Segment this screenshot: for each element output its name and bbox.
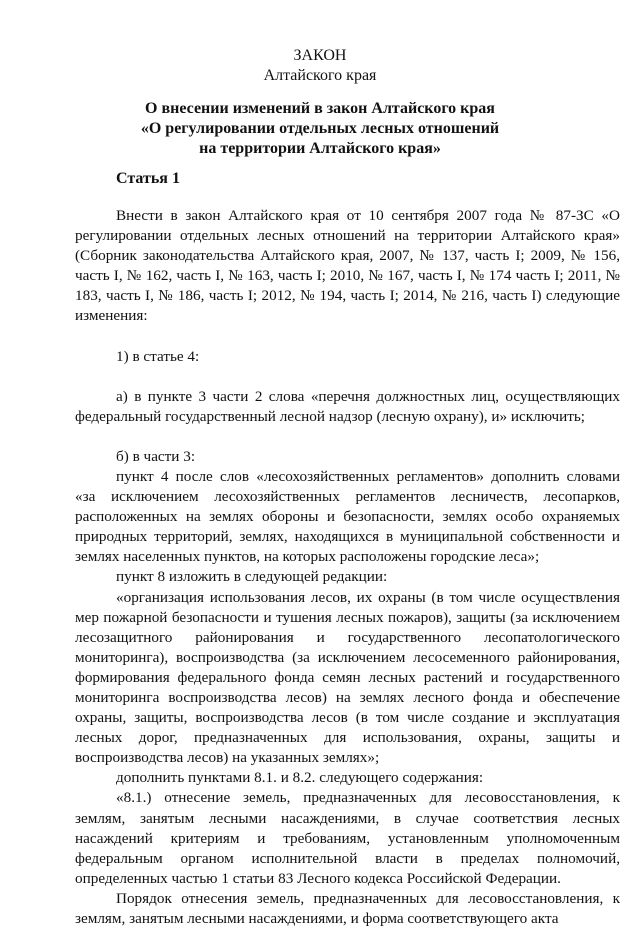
paragraph-item-b: б) в части 3: [116, 447, 196, 465]
law-title: ЗАКОН [293, 47, 347, 64]
paragraph-item-a: а) в пункте 3 части 2 слова «перечня должностных лиц, осуществляющих федеральный государственный лесной надзор (лесную охрану), и» исключить; [75, 387, 620, 425]
paragraph-point-8-1: «8.1.) отнесение земель, предназначенных для лесовосстановления, к землям, занятым лесными насаждениями, в случае соответствия лесных насаждений критериям и требованиям, установленным уполномоченным федеральным органом исполнительной власти в пределах полномочий, определенных частью 1 статьи 83 Лесного кодекса Российской Федерации. [75, 789, 620, 887]
paragraph-point-4: пункт 4 после слов «лесохозяйственных регламентов» дополнить словами «за исключением лесохозяйственных регламентов лесничеств, лесопарков, расположенных на землях обороны и безопасности, землях особо охраняемых природных территорий, землях, находящихся в муниципальной собственности и землях населенных пунктов, на которых расположены городские леса»; [75, 467, 620, 566]
paragraph-point-8-intro: пункт 8 изложить в следующей редакции: [116, 568, 388, 586]
paragraph-intro: Внести в закон Алтайского края от 10 сентября 2007 года № 87-ЗС «О регулировании отдельных лесных отношений на территории Алтайского края» (Сборник законодательства Алтайского края, 2007, № 137, часть I; 2009, № 156, часть I, № 162, часть I, № 163, часть I; 2010, № 167, часть I, № 174 часть I; 2011, № 183, часть I, № 186, часть I; 2012, № 194, часть I; 2014, № 216, часть I) следующие изменения: [75, 207, 620, 325]
paragraph-point-8-text: «организация использования лесов, их охраны (в том числе осуществления мер пожарной безопасности и тушения лесных пожаров), защиты (за исключением лесозащитного районирования и государственного лесопатологического мониторинга), воспроизводства (за исключением лесосеменного районирования, формирования федерального фонда семян лесных растений и государственного мониторинга воспроизводства лесов) на землях лесного фонда и обеспечение охраны, защиты, воспроизводства лесов (в том числе создание и эксплуатация лесных дорог, предназначенных для использования, охраны, защиты и воспроизводства лесов) на указанных землях»; [75, 588, 620, 767]
article-heading: Статья 1 [116, 170, 180, 187]
law-subject-line-1: О внесении изменений в закон Алтайского края [145, 100, 495, 117]
article-body [75, 206, 620, 929]
paragraph-item-1: 1) в статье 4: [116, 347, 200, 365]
paragraph-points-add-intro: дополнить пунктами 8.1. и 8.2. следующего содержания: [116, 769, 484, 787]
law-region: Алтайского края [263, 67, 377, 84]
paragraph-procedure: Порядок отнесения земель, предназначенных для лесовосстановления, к землям, занятым лесными насаждениями, и форма соответствующего акта [75, 889, 620, 927]
law-subject-line-3: на территории Алтайского края» [199, 140, 441, 157]
law-subject-line-2: «О регулировании отдельных лесных отношений [140, 120, 500, 137]
